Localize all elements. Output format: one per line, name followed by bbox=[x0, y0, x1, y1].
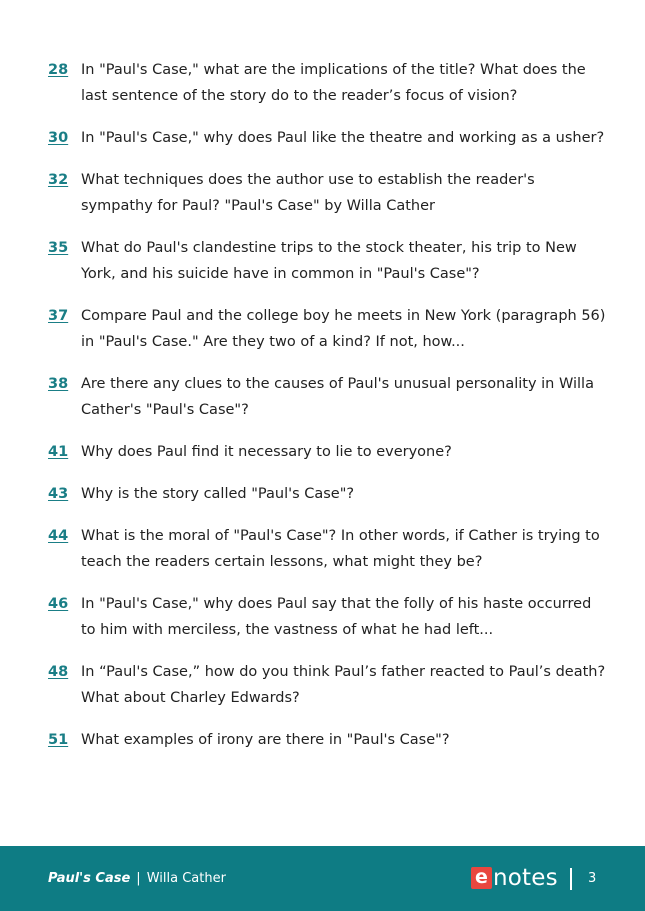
list-item bbox=[48, 481, 608, 507]
footer-book-title: Paul's Case bbox=[48, 871, 131, 886]
question-text: Compare Paul and the college boy he meets in New York (paragraph 56) in "Paul's Case." Are they two of a kind? If not, how... bbox=[81, 308, 606, 350]
question-number-link[interactable]: 48 bbox=[48, 664, 69, 680]
list-item bbox=[48, 167, 608, 219]
question-number-link[interactable]: 51 bbox=[48, 732, 69, 748]
list-item bbox=[48, 439, 608, 465]
list-item bbox=[48, 591, 608, 643]
list-item bbox=[48, 371, 608, 423]
question-text: What examples of irony are there in "Paul's Case"? bbox=[81, 732, 450, 748]
footer-divider bbox=[570, 868, 572, 890]
list-item bbox=[48, 659, 608, 711]
question-number-link[interactable]: 30 bbox=[48, 130, 69, 146]
question-number-link[interactable]: 38 bbox=[48, 376, 69, 392]
list-item bbox=[48, 523, 608, 575]
enotes-logo-mark: e bbox=[471, 867, 492, 889]
question-text: What is the moral of "Paul's Case"? In other words, if Cather is trying to teach the readers certain lessons, what might they be? bbox=[81, 528, 600, 570]
question-text: In “Paul's Case,” how do you think Paul’s father reacted to Paul’s death? What about Charley Edwards? bbox=[81, 664, 606, 706]
footer-separator: | bbox=[136, 871, 141, 886]
question-text: Why is the story called "Paul's Case"? bbox=[81, 486, 355, 502]
list-item bbox=[48, 235, 608, 287]
question-number-link[interactable]: 37 bbox=[48, 308, 69, 324]
page-number: 3 bbox=[588, 871, 597, 886]
list-item bbox=[48, 57, 608, 109]
question-number-link[interactable]: 35 bbox=[48, 240, 69, 256]
enotes-logo-wordmark: notes bbox=[493, 865, 558, 891]
enotes-logo bbox=[471, 864, 558, 892]
list-item bbox=[48, 125, 608, 151]
question-number-link[interactable]: 46 bbox=[48, 596, 69, 612]
question-number-link[interactable]: 28 bbox=[48, 62, 69, 78]
question-number-link[interactable]: 44 bbox=[48, 528, 69, 544]
question-text: In "Paul's Case," what are the implications of the title? What does the last sentence of the story do to the reader’s focus of vision? bbox=[81, 62, 586, 104]
question-text: What do Paul's clandestine trips to the stock theater, his trip to New York, and his suicide have in common in "Paul's Case"? bbox=[81, 240, 577, 282]
question-text: Why does Paul find it necessary to lie to everyone? bbox=[81, 444, 452, 460]
question-text: In "Paul's Case," why does Paul like the theatre and working as a usher? bbox=[81, 130, 605, 146]
question-number-link[interactable]: 32 bbox=[48, 172, 69, 188]
question-text: What techniques does the author use to establish the reader's sympathy for Paul? "Paul's Case" by Willa Cather bbox=[81, 172, 535, 214]
question-text: Are there any clues to the causes of Paul's unusual personality in Willa Cather's "Paul's Case"? bbox=[81, 376, 594, 418]
question-list bbox=[48, 57, 608, 769]
question-number-link[interactable]: 41 bbox=[48, 444, 69, 460]
footer-author: Willa Cather bbox=[146, 871, 226, 886]
page-footer bbox=[0, 846, 645, 911]
list-item bbox=[48, 303, 608, 355]
question-text: In "Paul's Case," why does Paul say that the folly of his haste occurred to him with merciless, the vastness of what he had left... bbox=[81, 596, 592, 638]
question-number-link[interactable]: 43 bbox=[48, 486, 69, 502]
list-item bbox=[48, 727, 608, 753]
footer-source bbox=[48, 870, 226, 888]
